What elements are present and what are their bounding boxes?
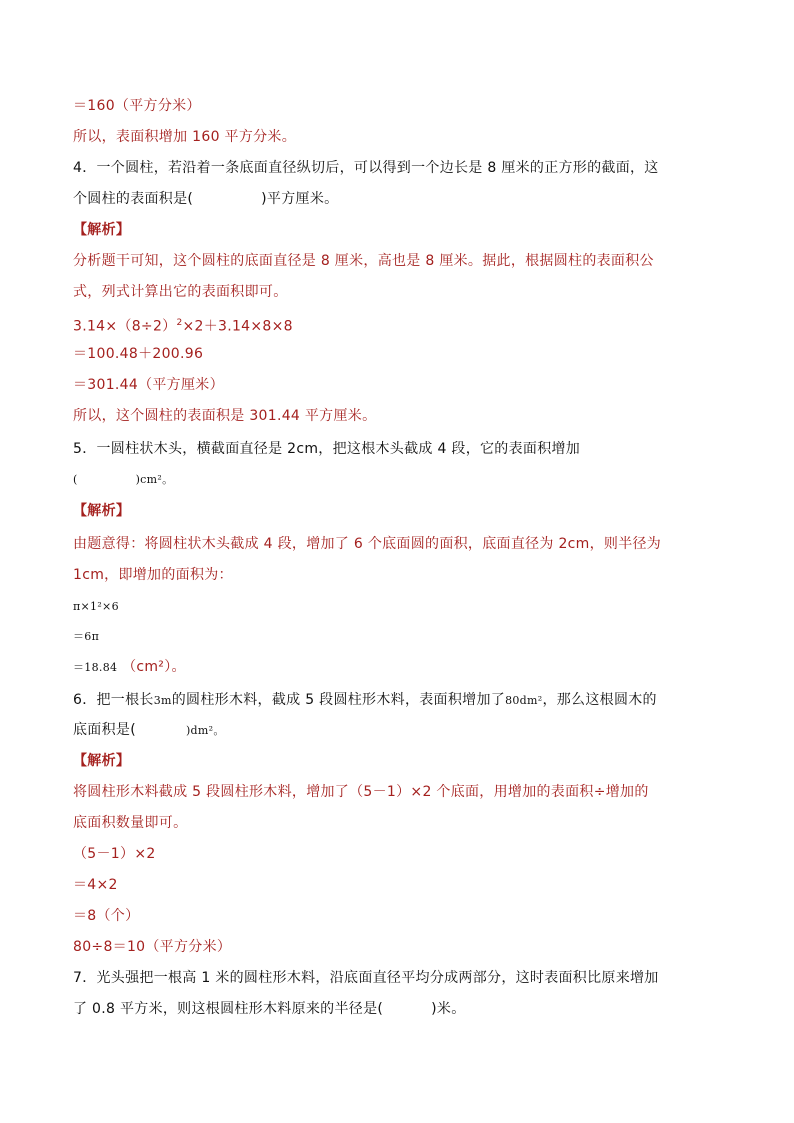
question-text: )平方厘米。: [261, 191, 339, 207]
equation-text: 3.14×（8÷2）: [73, 318, 177, 335]
analysis-line: 式，列式计算出它的表面积即可。: [73, 284, 288, 300]
analysis-heading: 【解析】: [73, 222, 131, 238]
analysis-line: 分析题干可知，这个圆柱的底面直径是 8 厘米，高也是 8 厘米。据此，根据圆柱的表面积公: [73, 253, 654, 269]
question-text: ，那么这根圆木的: [542, 692, 657, 708]
math-text: 3m: [153, 694, 172, 707]
question-text: 了 0.8 平方米，则这根圆柱形木料原来的半径是(: [73, 1001, 384, 1017]
equation-line: π×1²×6: [73, 600, 119, 613]
question-text: 底面积是(: [73, 722, 136, 738]
question-4-line-2: [73, 189, 338, 209]
equation-line: ＝301.44（平方厘米）: [73, 377, 224, 393]
question-5-line-2: [73, 470, 173, 490]
question-text: 6．把一根长: [73, 692, 154, 708]
analysis-line: 将圆柱形木料截成 5 段圆柱形木料，增加了（5－1）×2 个底面，用增加的表面积÷增加的: [73, 784, 649, 800]
equation-text: ＝18.84: [73, 661, 118, 674]
math-text: 80dm²: [505, 694, 543, 707]
question-7-line-2: [73, 999, 466, 1019]
equation-line: ＝6π: [73, 630, 100, 643]
question-text: (: [73, 473, 78, 486]
question-text: 的圆柱形木料，截成 5 段圆柱形木料，表面积增加了: [171, 692, 506, 708]
analysis-heading: 【解析】: [73, 753, 131, 769]
question-5-line-1: 5．一圆柱状木头，横截面直径是 2cm，把这根木头截成 4 段，它的表面积增加: [73, 441, 581, 457]
answer-line: 所以，表面积增加 160 平方分米。: [73, 129, 297, 145]
analysis-line: 由题意得：将圆柱状木头截成 4 段，增加了 6 个底面圆的面积，底面直径为 2cm，则半径为: [73, 536, 662, 552]
question-text: 个圆柱的表面积是(: [73, 191, 194, 207]
equation-line: ＝4×2: [73, 877, 118, 893]
analysis-heading: 【解析】: [73, 503, 131, 519]
question-text: )米。: [431, 1001, 466, 1017]
question-6-line-2: [73, 720, 225, 741]
analysis-line: 1cm，即增加的面积为：: [73, 567, 233, 583]
equation-line: （5－1）×2: [73, 846, 156, 862]
question-text: )dm²。: [185, 724, 225, 737]
question-6-line-1: [73, 690, 657, 711]
equation-line: 80÷8＝10（平方分米）: [73, 939, 232, 955]
equation-line: [73, 313, 293, 337]
equation-line: ＝8（个）: [73, 908, 140, 924]
question-4-line-1: 4．一个圆柱，若沿着一条底面直径纵切后，可以得到一个边长是 8 厘米的正方形的截面，这: [73, 160, 659, 176]
question-7-line-1: 7．光头强把一根高 1 米的圆柱形木料，沿底面直径平均分成两部分，这时表面积比原来增加: [73, 970, 659, 986]
exponent: 2: [176, 318, 183, 328]
equation-line: [73, 657, 186, 678]
equation-line: ＝100.48＋200.96: [73, 346, 204, 362]
equation-text: ×2＋3.14×8×8: [182, 318, 293, 335]
analysis-line: 底面积数量即可。: [73, 815, 188, 831]
unit-text: （cm²）。: [122, 659, 186, 675]
analysis-line: 所以，这个圆柱的表面积是 301.44 平方厘米。: [73, 408, 377, 424]
answer-line: ＝160（平方分米）: [73, 98, 201, 114]
question-text: )cm²。: [135, 473, 174, 486]
